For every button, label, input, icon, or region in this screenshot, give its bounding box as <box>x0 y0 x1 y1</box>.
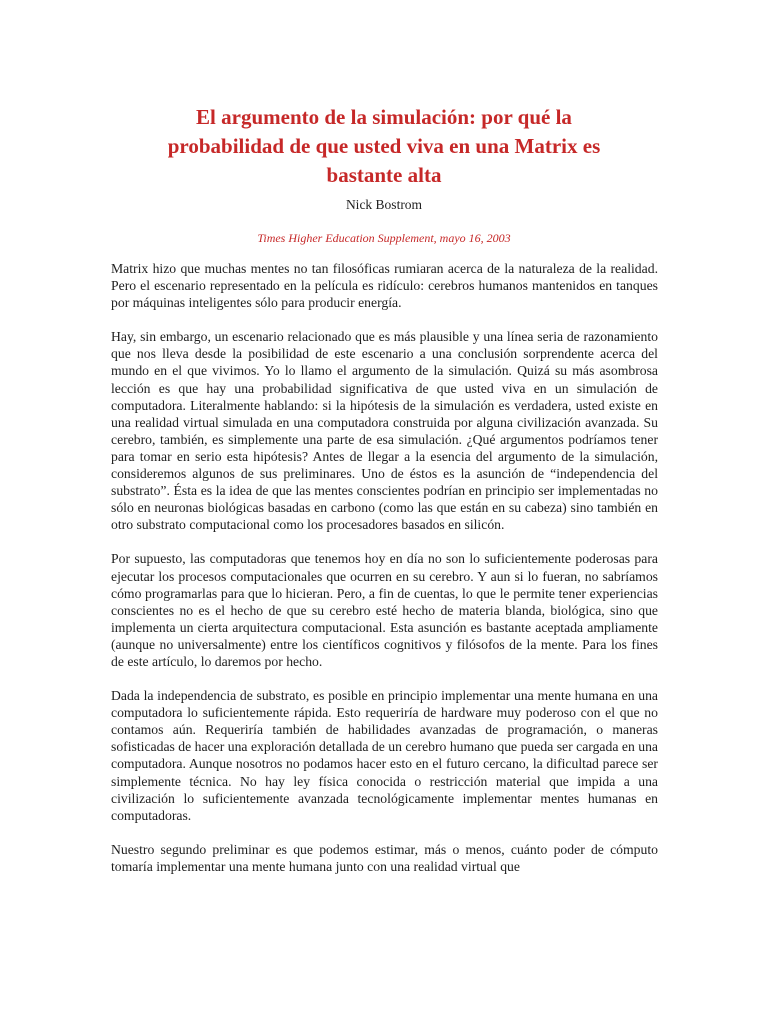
document-title <box>110 103 658 190</box>
body-paragraph: Nuestro segundo preliminar es que podemos estimar, más o menos, cuánto poder de cómputo tomaría implementar una mente humana junto con una realidad virtual que <box>111 841 658 874</box>
body-paragraph: Por supuesto, las computadoras que tenemos hoy en día no son lo suficientemente poderosas para ejecutar los procesos computacionales que ocurren en su cerebro. Y aun si lo fueran, no sabríamos cómo programarlas para que lo hicieran. Pero, a fin de cuentas, lo que le permite tener experiencias conscientes no es el hecho de que su cerebro esté hecho de materia blanda, biológica, sino que implementa un cierta arquitectura computacional. Esta asunción es bastante aceptada ampliamente (aunque no universalmente) entre los científicos cognitivos y filósofos de la mente. Para los fines de este artículo, lo daremos por hecho. <box>111 551 658 669</box>
body-paragraph: Dada la independencia de substrato, es posible en principio implementar una mente humana en una computadora lo suficientemente rápida. Esto requeriría de hardware muy poderoso con el que no contamos aún. Requeriría también de habilidades avanzadas de programación, o maneras sofisticadas de hacer una exploración detallada de un cerebro humano que pueda ser cargada en una computadora. Aunque nosotros no podamos hacer esto en el futuro cercano, la dificultad parece ser simplemente técnica. No hay ley física conocida o restricción material que impida a una civilización lo suficientemente avanzada tecnológicamente implementar mentes humanas en computadoras. <box>111 688 658 823</box>
author-name: Nick Bostrom <box>345 197 423 212</box>
title-line: probabilidad de que usted viva en una Matrix es <box>167 134 601 158</box>
article-body <box>111 260 658 892</box>
title-line: bastante alta <box>326 163 442 187</box>
publication-source: Times Higher Education Supplement, mayo 16, 2003 <box>257 231 511 245</box>
body-paragraph: Matrix hizo que muchas mentes no tan filosóficas rumiaran acerca de la naturaleza de la realidad. Pero el escenario representado en la película es ridículo: cerebros humanos mantenidos en tanques por máquinas inteligentes sólo para producir energía. <box>111 261 658 311</box>
body-paragraph: Hay, sin embargo, un escenario relacionado que es más plausible y una línea seria de razonamiento que nos lleva desde la posibilidad de este escenario a una conclusión sorprendente acerca del mundo en el que vivimos. Yo lo llamo el argumento de la simulación. Quizá su más asombrosa lección es que hay una probabilidad significativa de que usted viva en un simulación de computadora. Literalmente hablando: si la hipótesis de la simulación es verdadera, usted existe en una realidad virtual simulada en una computadora construida por alguna civilización avanzada. Su cerebro, también, es simplemente una parte de esa simulación. ¿Qué argumentos podríamos tener para tomar en serio esta hipótesis? Antes de llegar a la esencia del argumento de la simulación, consideremos algunos de sus preliminares. Uno de éstos es la asunción de “independencia del substrato”. Ésta es la idea de que las mentes conscientes podrían en principio ser implementadas no sólo en neuronas biológicas basadas en carbono (como las que están en su cabeza) sino también en otro substrato computacional como los procesadores basados en silicón. <box>111 329 658 533</box>
title-line: El argumento de la simulación: por qué la <box>196 105 572 129</box>
